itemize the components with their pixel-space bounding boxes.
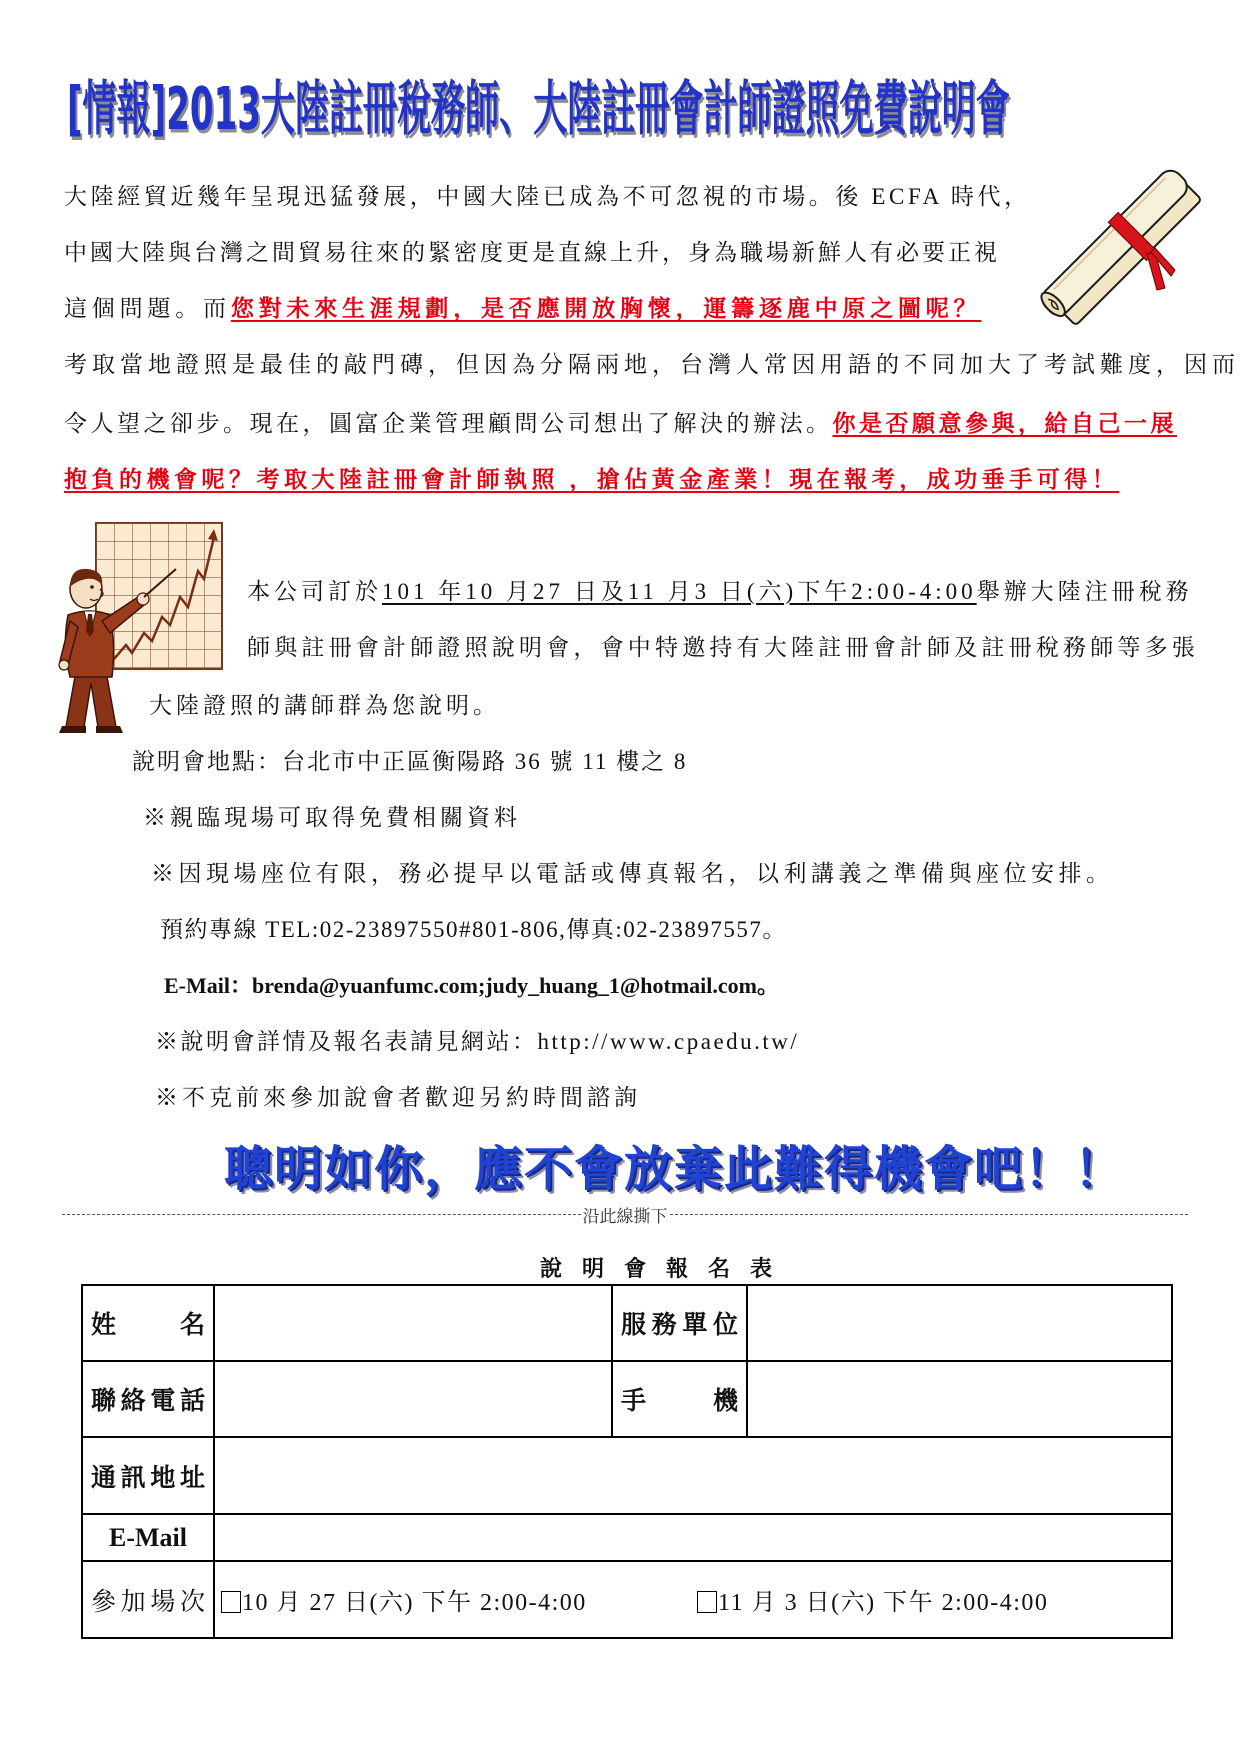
intro-highlight-call-to-action: 抱負的機會呢？考取大陸註冊會計師執照 ，搶佔黃金產業！現在報考，成功垂手可得！ [64, 467, 1120, 492]
event-intro-text: 本公司訂於 [247, 579, 382, 604]
session-option-nov-3[interactable] [697, 1582, 1048, 1617]
event-line-2: 師與註冊會計師證照說明會，會中特邀持有大陸註冊會計師及註冊稅務師等多張 [247, 635, 1199, 660]
form-row-session [82, 1561, 1172, 1638]
event-location: 說明會地點：台北市中正區衡陽路 36 號 11 樓之 8 [132, 749, 688, 774]
organization-field[interactable] [747, 1285, 1172, 1361]
mobile-field[interactable] [747, 1361, 1172, 1437]
label-phone: 聯絡電話 [82, 1361, 214, 1437]
slogan-banner: 聰明如你，應不會放棄此難得機會吧！！ [224, 1141, 1125, 1197]
intro-highlight-career-question: 您對未來生涯規劃，是否應開放胸懷，運籌逐鹿中原之圖呢？ [230, 296, 982, 321]
tear-off-dashes-right [670, 1214, 1189, 1215]
checkbox-oct-27[interactable] [221, 1591, 241, 1613]
website-info: ※說明會詳情及報名表請見網站：http://www.cpaedu.tw/ [155, 1029, 800, 1054]
chart-grid [96, 523, 222, 669]
note-consultation: ※不克前來參加說會者歡迎另約時間諮詢 [155, 1085, 641, 1110]
intro-line-3 [64, 294, 981, 324]
form-row-email [82, 1514, 1172, 1561]
intro-line-5 [64, 409, 1177, 439]
intro-line-2: 中國大陸與台灣之間貿易往來的緊密度更是直線上升，身為職場新鮮人有必要正視 [64, 240, 1000, 265]
presenter-hand [59, 660, 69, 670]
phone-field[interactable] [214, 1361, 612, 1437]
label-name: 姓名 [82, 1285, 214, 1361]
presenter-legs [66, 671, 116, 727]
scroll-roll [1038, 168, 1192, 320]
note-free-materials: ※親臨現場可取得免費相關資料 [143, 805, 521, 830]
intro-line-4: 考取當地證照是最佳的敲門磚，但因為分隔兩地，台灣人常因用語的不同加大了考試難度，因而 [64, 352, 1240, 377]
intro-highlight-invitation: 你是否願意參與，給自己一展 [832, 411, 1177, 436]
registration-form-title: 說明會報名表 [540, 1256, 793, 1281]
contact-email: E-Mail：brenda@yuanfumc.com;judy_huang_1@hotmail.com。 [164, 973, 780, 998]
registration-form-table [81, 1284, 1173, 1639]
session-label-oct-27: 10 月 27 日(六) 下午 2:00-4:00 [242, 1590, 587, 1616]
address-field[interactable] [214, 1437, 1172, 1514]
note-limited-seats: ※因現場座位有限，務必提早以電話或傳真報名，以利講義之準備與座位安排。 [151, 861, 1114, 886]
label-session: 參加場次 [82, 1561, 214, 1638]
intro-line-3-text: 這個問題。而 [64, 296, 231, 321]
session-label-nov-3: 11 月 3 日(六) 下午 2:00-4:00 [718, 1590, 1049, 1616]
label-email: E-Mail [82, 1514, 214, 1561]
event-date-range: 101 年10 月27 日及11 月3 日(六)下午2:00-4:00 [382, 579, 977, 604]
event-line-3: 大陸證照的講師群為您說明。 [149, 693, 500, 718]
tear-off-label: 沿此線撕下 [582, 1206, 668, 1226]
label-address: 通訊地址 [82, 1437, 214, 1514]
form-row-name [82, 1285, 1172, 1361]
label-mobile: 手機 [612, 1361, 747, 1437]
page-title: [情報]2013大陸註冊稅務師、大陸註冊會計師證照免費說明會 [67, 74, 1010, 144]
form-row-phone [82, 1361, 1172, 1437]
intro-line-1: 大陸經貿近幾年呈現迅猛發展，中國大陸已成為不可忽視的市場。後 ECFA 時代， [64, 184, 1031, 209]
presenter-shoe [59, 726, 86, 733]
session-options [214, 1561, 1172, 1638]
event-line-1 [247, 577, 1193, 607]
intro-line-5-text: 令人望之卻步。現在，圓富企業管理顧問公司想出了解決的辦法。 [64, 411, 833, 436]
event-line-1-tail: 舉辦大陸注冊稅務 [976, 579, 1193, 604]
label-organization: 服務單位 [612, 1285, 747, 1361]
presenter-shoe [96, 726, 123, 733]
diploma-scroll-icon [1037, 168, 1205, 336]
session-option-oct-27[interactable] [221, 1582, 697, 1617]
checkbox-nov-3[interactable] [697, 1591, 717, 1613]
scroll-sheet [1059, 183, 1202, 326]
contact-phone-fax: 預約專線 TEL:02-23897550#801-806,傳真:02-23897557。 [160, 917, 787, 942]
form-row-address [82, 1437, 1172, 1514]
presenter-eye [90, 585, 94, 589]
name-field[interactable] [214, 1285, 612, 1361]
tear-off-line [62, 1204, 1188, 1224]
tear-off-dashes-left [62, 1214, 581, 1215]
email-field[interactable] [214, 1514, 1172, 1561]
